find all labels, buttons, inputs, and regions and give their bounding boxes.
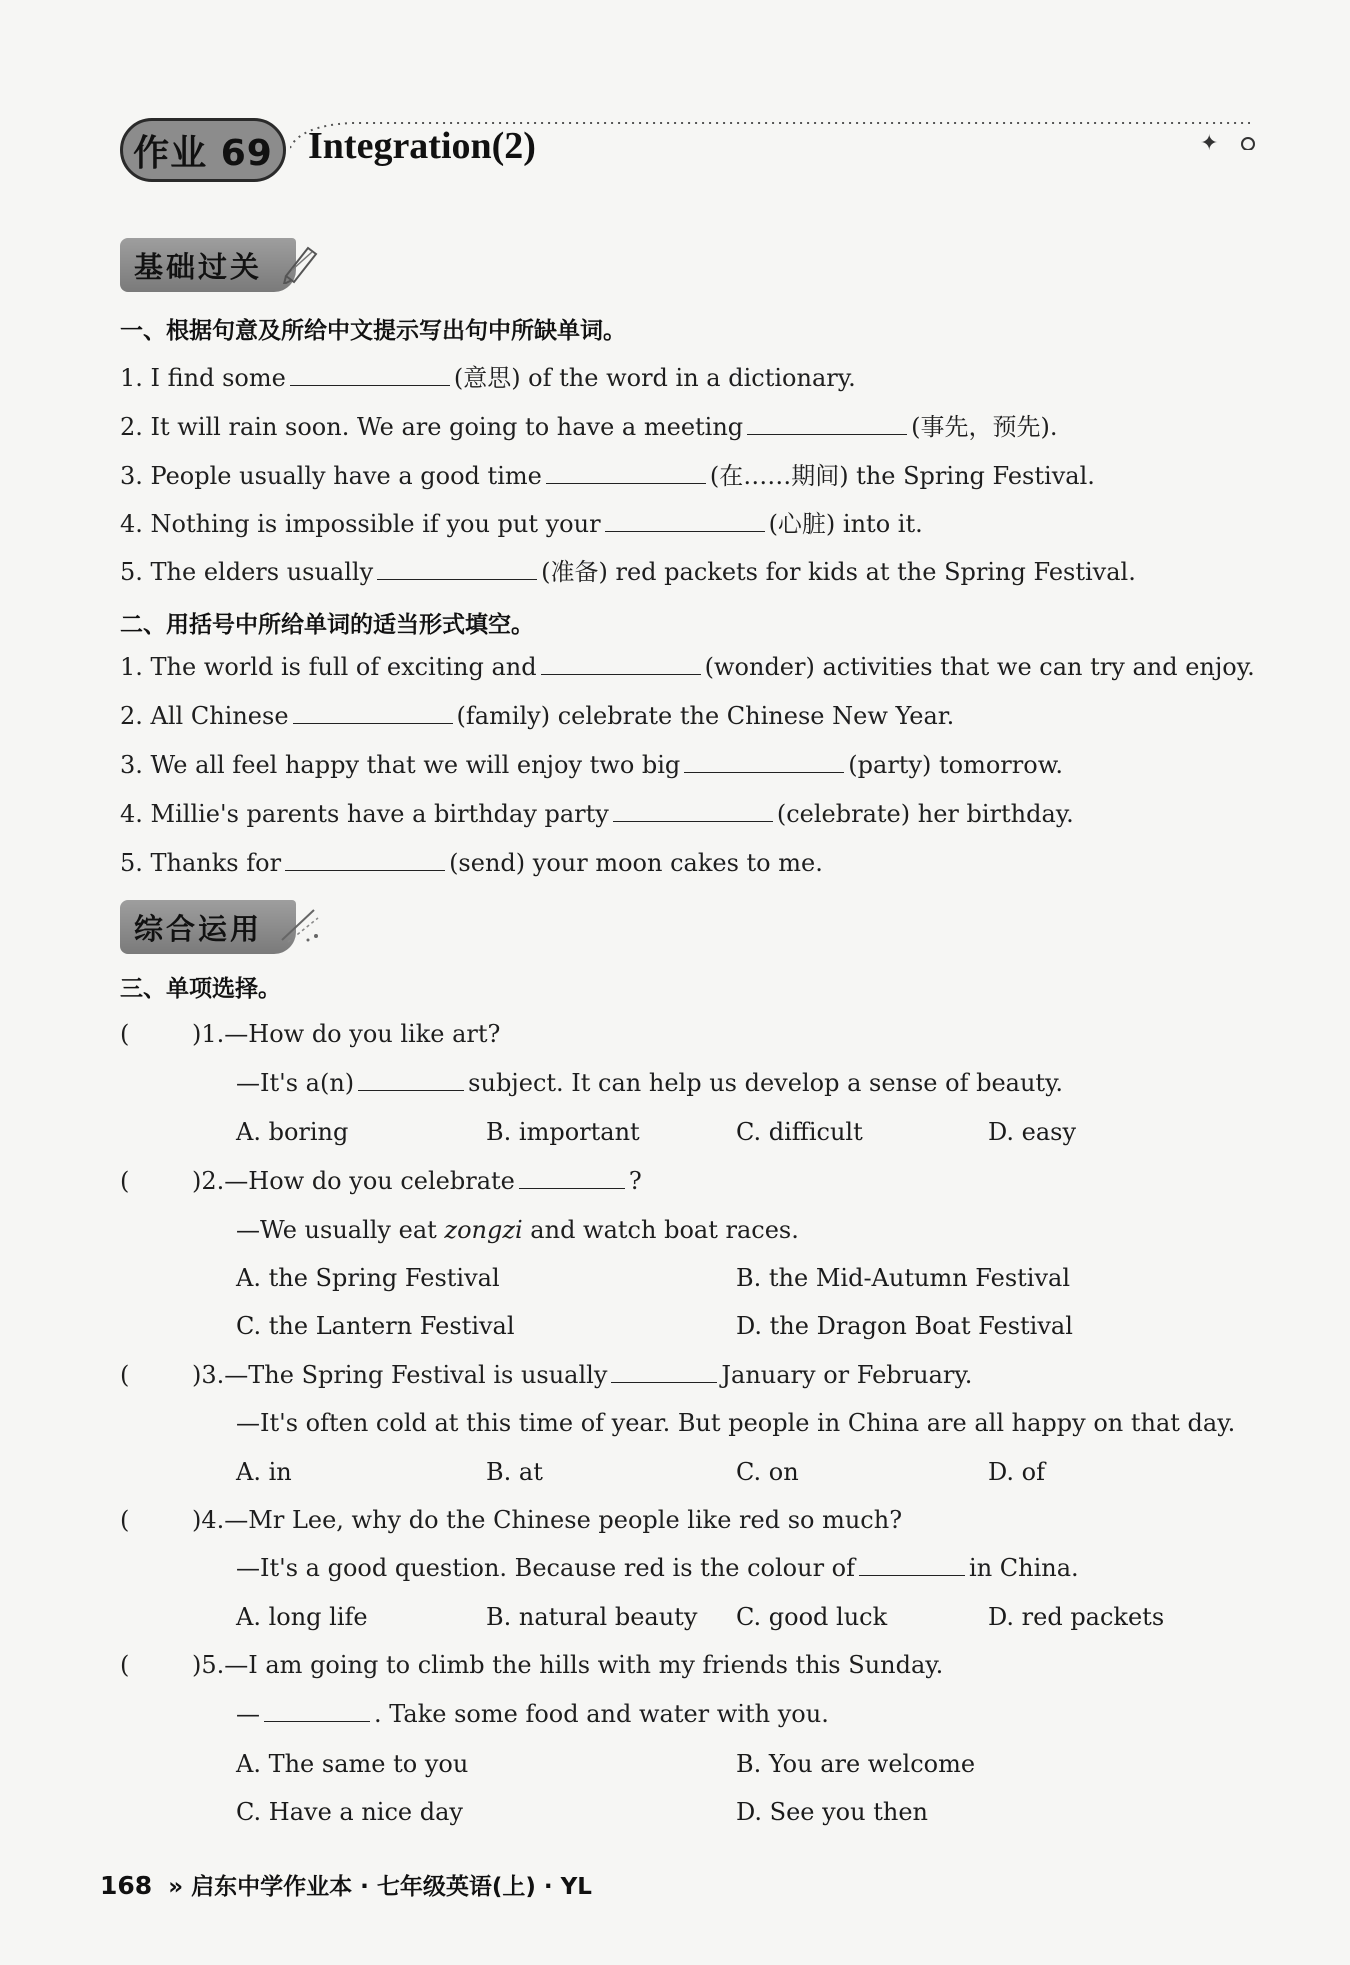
answer-blank[interactable]	[377, 578, 537, 580]
q5-option-a[interactable]: A. The same to you	[236, 1750, 469, 1778]
q5-option-c[interactable]: C. Have a nice day	[236, 1798, 463, 1826]
q3-option-a[interactable]: A. in	[236, 1458, 292, 1486]
answer-blank[interactable]	[264, 1720, 370, 1722]
question-5: ( )5.—I am going to climb the hills with my friends this Sunday.	[120, 1651, 944, 1679]
part3-heading: 三、单项选择。	[120, 976, 281, 1002]
part1-item-1: 1. I find some (意思) of the word in a dictionary.	[120, 364, 856, 392]
answer-paren[interactable]: (	[120, 1651, 130, 1679]
sparkle-icon	[278, 904, 322, 944]
answer-blank[interactable]	[859, 1574, 965, 1576]
section-banner-basics: 基础过关	[120, 238, 296, 292]
q4-option-d[interactable]: D. red packets	[988, 1603, 1165, 1631]
part2-item-2: 2. All Chinese (family) celebrate the Chinese New Year.	[120, 702, 955, 730]
q4-option-a[interactable]: A. long life	[236, 1603, 368, 1631]
part1-item-3: 3. People usually have a good time (在……期间) the Spring Festival.	[120, 462, 1095, 490]
answer-paren[interactable]: (	[120, 1020, 130, 1048]
q1-option-c[interactable]: C. difficult	[736, 1118, 863, 1146]
question-4: ( )4.—Mr Lee, why do the Chinese people like red so much?	[120, 1506, 903, 1534]
question-5-response: — . Take some food and water with you.	[236, 1700, 829, 1728]
question-3: ( )3.—The Spring Festival is usually January or February.	[120, 1361, 973, 1389]
part1-item-5: 5. The elders usually (准备) red packets for kids at the Spring Festival.	[120, 558, 1136, 586]
q2-option-b[interactable]: B. the Mid-Autumn Festival	[736, 1264, 1071, 1292]
answer-blank[interactable]	[605, 530, 765, 532]
q1-option-d[interactable]: D. easy	[988, 1118, 1077, 1146]
page-title: Integration(2)	[308, 125, 536, 167]
question-1: ( )1.—How do you like art?	[120, 1020, 501, 1048]
q2-option-c[interactable]: C. the Lantern Festival	[236, 1312, 515, 1340]
pencil-icon	[278, 240, 322, 284]
answer-blank[interactable]	[293, 722, 453, 724]
answer-blank[interactable]	[285, 869, 445, 871]
answer-paren[interactable]: (	[120, 1361, 130, 1389]
part1-item-4: 4. Nothing is impossible if you put your (心脏) into it.	[120, 510, 923, 538]
answer-blank[interactable]	[611, 1381, 717, 1383]
part1-heading: 一、根据句意及所给中文提示写出句中所缺单词。	[120, 318, 626, 344]
q2-option-a[interactable]: A. the Spring Festival	[236, 1264, 500, 1292]
answer-blank[interactable]	[747, 433, 907, 435]
part1-item-2: 2. It will rain soon. We are going to have a meeting (事先，预先).	[120, 413, 1058, 441]
section-banner-application: 综合运用	[120, 900, 296, 954]
q4-option-c[interactable]: C. good luck	[736, 1603, 888, 1631]
part2-item-5: 5. Thanks for (send) your moon cakes to me.	[120, 849, 823, 877]
part2-heading: 二、用括号中所给单词的适当形式填空。	[120, 612, 534, 638]
part2-item-4: 4. Millie's parents have a birthday party (celebrate) her birthday.	[120, 800, 1074, 828]
answer-blank[interactable]	[519, 1187, 625, 1189]
q4-option-b[interactable]: B. natural beauty	[486, 1603, 698, 1631]
answer-paren[interactable]: (	[120, 1167, 130, 1195]
q1-option-b[interactable]: B. important	[486, 1118, 640, 1146]
answer-blank[interactable]	[684, 771, 844, 773]
svg-text:✦: ✦	[1200, 131, 1219, 150]
q5-option-d[interactable]: D. See you then	[736, 1798, 928, 1826]
book-title: 启东中学作业本 · 七年级英语(上) · YL	[191, 1874, 592, 1900]
answer-blank[interactable]	[613, 820, 773, 822]
q3-option-c[interactable]: C. on	[736, 1458, 799, 1486]
answer-blank[interactable]	[290, 384, 450, 386]
question-4-response: —It's a good question. Because red is the colour of in China.	[236, 1554, 1079, 1582]
q5-option-b[interactable]: B. You are welcome	[736, 1750, 976, 1778]
answer-blank[interactable]	[546, 482, 706, 484]
q3-option-d[interactable]: D. of	[988, 1458, 1045, 1486]
answer-blank[interactable]	[541, 673, 701, 675]
page-footer	[100, 1868, 592, 1901]
q3-option-b[interactable]: B. at	[486, 1458, 543, 1486]
q2-option-d[interactable]: D. the Dragon Boat Festival	[736, 1312, 1073, 1340]
part2-item-1: 1. The world is full of exciting and (wonder) activities that we can try and enjoy.	[120, 653, 1255, 681]
answer-blank[interactable]	[358, 1089, 464, 1091]
question-1-response: —It's a(n) subject. It can help us develop a sense of beauty.	[236, 1069, 1064, 1097]
answer-paren[interactable]: (	[120, 1506, 130, 1534]
page-number: 168	[100, 1871, 153, 1900]
question-3-response: —It's often cold at this time of year. But people in China are all happy on that day.	[236, 1409, 1236, 1437]
homework-number-badge: 作业 69	[120, 118, 286, 182]
question-2: ( )2.—How do you celebrate ?	[120, 1167, 642, 1195]
double-arrow-icon: »	[168, 1874, 184, 1900]
part2-item-3: 3. We all feel happy that we will enjoy two big (party) tomorrow.	[120, 751, 1064, 779]
question-2-response: —We usually eat zongzi and watch boat races.	[236, 1216, 799, 1244]
q1-option-a[interactable]: A. boring	[236, 1118, 349, 1146]
